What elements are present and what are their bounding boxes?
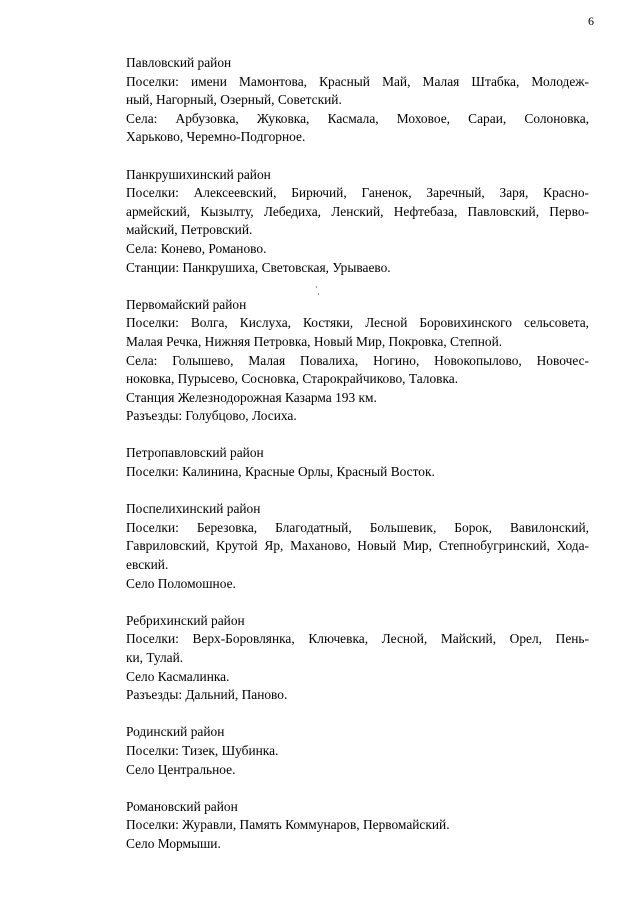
scan-speck	[318, 293, 319, 295]
entry-line: Разъезды: Голубцово, Лосиха.	[126, 408, 297, 424]
settlement-entry	[89, 240, 589, 259]
entry-line: Поселки: Алексеевский, Бирючий, Ганенок, Заречный, Заря, Красно-	[126, 185, 589, 201]
district-name: Ребрихинский район	[126, 612, 245, 628]
entry-line: Села: Арбузовка, Жуковка, Касмала, Моховое, Сараи, Солоновка,	[126, 110, 589, 126]
entry-line: Село Поломошное.	[126, 575, 236, 591]
settlement-entry	[89, 668, 589, 687]
district-block	[89, 296, 589, 426]
settlement-entry	[89, 519, 589, 575]
district-block	[89, 166, 589, 278]
district-block	[89, 444, 589, 481]
settlement-entry	[89, 463, 589, 482]
settlement-entry	[89, 742, 589, 761]
settlement-entry	[89, 575, 589, 594]
entry-line: Станции: Панкрушиха, Световская, Урываево.	[126, 259, 391, 275]
entry-line: Поселки: Волга, Кислуха, Костяки, Лесной Боровихинского сельсовета,	[126, 315, 589, 331]
settlement-entry	[89, 761, 589, 780]
district-block	[89, 612, 589, 705]
entry-line: Станция Железнодорожная Казарма 193 км.	[126, 389, 377, 405]
entry-line: Село Центральное.	[126, 761, 236, 777]
settlement-entry	[89, 407, 589, 426]
entry-line: ноковка, Пурысево, Сосновка, Старокрайчиково, Таловка.	[126, 371, 459, 387]
page-number: 6	[588, 14, 594, 28]
entry-line: Харьково, Черемно-Подгорное.	[126, 129, 306, 145]
entry-line: евский.	[126, 557, 169, 573]
entry-line: Поселки: Тизек, Шубинка.	[126, 742, 279, 758]
entry-line: ный, Нагорный, Озерный, Советский.	[126, 92, 342, 108]
settlement-entry	[89, 835, 589, 854]
entry-line: Поселки: Березовка, Благодатный, Большевик, Борок, Вавилонский,	[126, 519, 589, 535]
settlement-entry	[89, 630, 589, 667]
entry-line: Гавриловский, Крутой Яр, Маханово, Новый Мир, Степнобугринский, Ходa-	[126, 538, 589, 554]
district-name: Романовский район	[126, 798, 238, 814]
entry-line: Села: Конево, Романово.	[126, 240, 267, 256]
settlement-entry	[89, 110, 589, 147]
entry-line: Разъезды: Дальний, Паново.	[126, 687, 288, 703]
document-body	[89, 54, 589, 872]
settlement-entry	[89, 686, 589, 705]
entry-line: Поселки: Верх-Боровлянка, Ключевка, Лесной, Майский, Орел, Пень-	[126, 631, 589, 647]
district-name: Родинский район	[126, 724, 225, 740]
settlement-entry	[89, 389, 589, 408]
district-name: Поспелихинский район	[126, 501, 261, 517]
settlement-entry	[89, 352, 589, 389]
settlement-entry	[89, 73, 589, 110]
district-block	[89, 54, 589, 147]
entry-line: Поселки: Журавли, Память Коммунаров, Первомайский.	[126, 817, 450, 833]
settlement-entry	[89, 184, 589, 240]
district-block	[89, 798, 589, 854]
district-name: Панкрушихинский район	[126, 166, 271, 182]
entry-line: Село Касмалинка.	[126, 668, 230, 684]
settlement-entry	[89, 314, 589, 351]
district-block	[89, 500, 589, 593]
settlement-entry	[89, 816, 589, 835]
scan-speck	[316, 286, 317, 288]
district-name: Павловский район	[126, 55, 232, 70]
entry-line: Поселки: имени Мамонтова, Красный Май, Малая Штабка, Молодеж-	[126, 73, 589, 89]
district-block	[89, 723, 589, 779]
entry-line: армейский, Кызылту, Лебедиха, Ленский, Нефтебаза, Павловский, Перво-	[126, 203, 589, 219]
entry-line: Села: Голышево, Малая Повалиха, Ногино, Новокопылово, Новочес-	[126, 352, 589, 368]
district-name: Петропавловский район	[126, 445, 264, 461]
entry-line: майский, Петровский.	[126, 222, 253, 238]
entry-line: Поселки: Калинина, Красные Орлы, Красный Восток.	[126, 464, 435, 480]
settlement-entry	[89, 259, 589, 278]
entry-line: Село Мормыши.	[126, 835, 221, 851]
district-name: Первомайский район	[126, 296, 247, 312]
entry-line: Малая Речка, Нижняя Петровка, Новый Мир, Покровка, Степной.	[126, 333, 503, 349]
entry-line: ки, Тулай.	[126, 650, 184, 665]
